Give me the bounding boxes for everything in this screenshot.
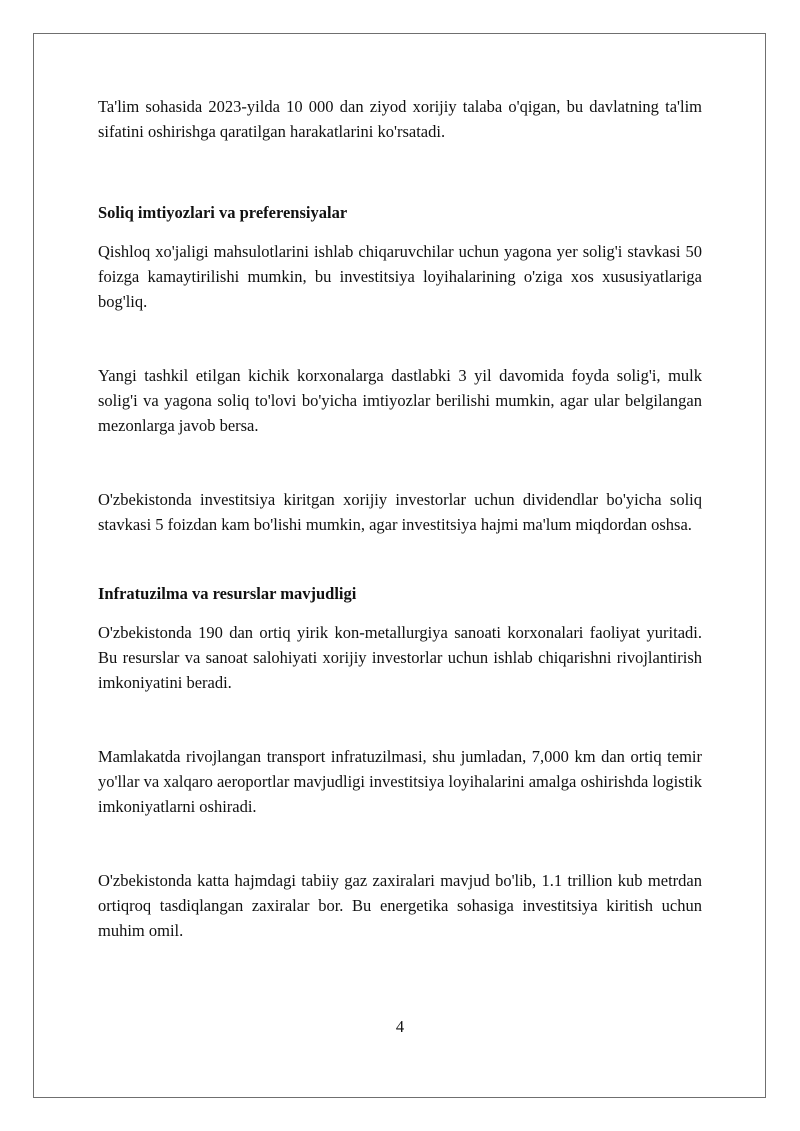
paragraph-intro: Ta'lim sohasida 2023-yilda 10 000 dan ziyod xorijiy talaba o'qigan, bu davlatning ta'lim sifatini oshirishga qaratilgan harakatlarini ko'rsatadi. <box>98 97 702 141</box>
section-heading-tax: Soliq imtiyozlari va preferensiyalar <box>98 203 348 222</box>
paragraph-infra-1: O'zbekistonda 190 dan ortiq yirik kon-metallurgiya sanoati korxonalari faoliyat yuritadi. Bu resurslar va sanoat salohiyati xorijiy investorlar uchun ishlab chiqarishni rivojlantirish imkoniyatini beradi. <box>98 623 702 692</box>
section-heading-infra: Infratuzilma va resurslar mavjudligi <box>98 584 357 603</box>
paragraph-tax-2: Yangi tashkil etilgan kichik korxonalarga dastlabki 3 yil davomida foyda solig'i, mulk solig'i va yagona soliq to'lovi bo'yicha imtiyozlar berilishi mumkin, agar ular belgilangan mezonlarga javob bersa. <box>98 366 702 435</box>
paragraph-tax-1: Qishloq xo'jaligi mahsulotlarini ishlab chiqaruvchilar uchun yagona yer solig'i stavkasi 50 foizga kamaytirilishi mumkin, bu investitsiya loyihalarining o'ziga xos xususiyatlariga bog'liq. <box>98 242 702 311</box>
document-body <box>98 94 702 943</box>
paragraph-infra-2: Mamlakatda rivojlangan transport infratuzilmasi, shu jumladan, 7,000 km dan ortiq temir yo'llar va xalqaro aeroportlar mavjudligi investitsiya loyihalarini amalga oshirishda logistik imkoniyatlarni oshiradi. <box>98 747 702 816</box>
paragraph-tax-3: O'zbekistonda investitsiya kiritgan xorijiy investorlar uchun dividendlar bo'yicha soliq stavkasi 5 foizdan kam bo'lishi mumkin, agar investitsiya hajmi ma'lum miqdordan oshsa. <box>98 490 702 534</box>
paragraph-infra-3: O'zbekistonda katta hajmdagi tabiiy gaz zaxiralari mavjud bo'lib, 1.1 trillion kub metrdan ortiqroq tasdiqlangan zaxiralar bor. Bu energetika sohasiga investitsiya kiritish uchun muhim omil. <box>98 871 702 940</box>
page-number: 4 <box>395 1017 405 1036</box>
